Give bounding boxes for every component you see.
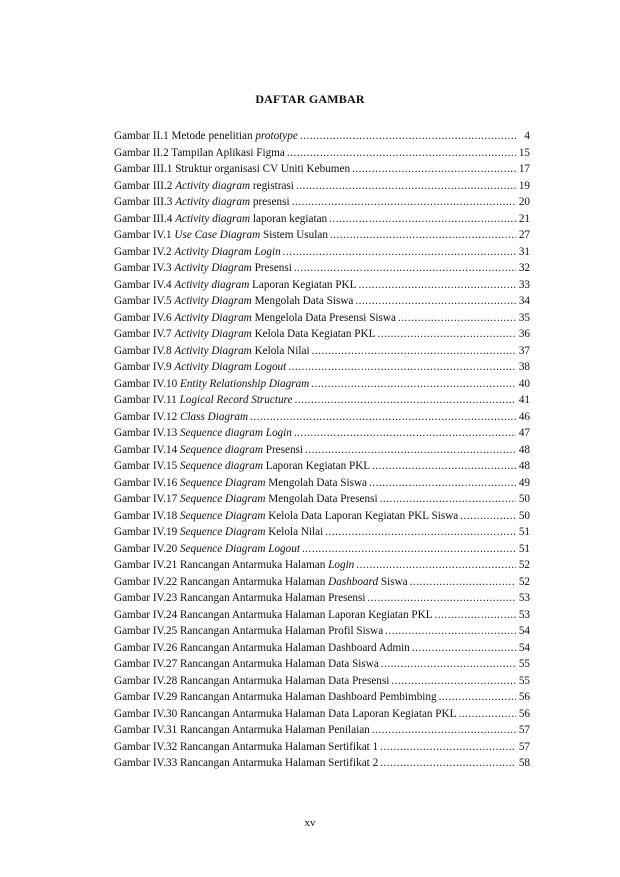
page-ref: 50 bbox=[518, 493, 530, 505]
figure-caption bbox=[114, 590, 365, 607]
leader-dots bbox=[391, 673, 516, 690]
caption-part: Kelola Nilai bbox=[251, 344, 310, 357]
leader-dots bbox=[372, 722, 516, 739]
page-ref: 56 bbox=[518, 691, 530, 703]
caption-italic-part: Sequence diagram bbox=[179, 460, 263, 472]
caption-italic-part: Activity diagram bbox=[175, 212, 251, 225]
list-item[interactable] bbox=[114, 128, 530, 145]
figure-caption bbox=[114, 458, 370, 475]
caption-part: Gambar IV.18 bbox=[114, 509, 180, 522]
caption-part: Mengolah Data Siswa bbox=[251, 295, 354, 307]
list-item[interactable] bbox=[114, 557, 530, 574]
figure-caption bbox=[114, 706, 456, 723]
leader-dots bbox=[300, 128, 516, 145]
figure-caption bbox=[114, 574, 408, 591]
figure-caption bbox=[114, 277, 356, 294]
list-item[interactable] bbox=[114, 343, 530, 360]
caption-part: Gambar IV.7 bbox=[114, 328, 175, 340]
leader-dots bbox=[458, 706, 516, 723]
leader-dots bbox=[377, 326, 516, 343]
page-ref: 35 bbox=[518, 311, 530, 324]
figure-caption bbox=[114, 409, 248, 426]
caption-part: Gambar IV.20 bbox=[114, 542, 180, 555]
page-ref: 52 bbox=[518, 575, 530, 588]
page-ref: 55 bbox=[518, 658, 530, 670]
caption-part: Kelola Nilai bbox=[265, 526, 324, 538]
list-item[interactable] bbox=[114, 508, 530, 525]
list-item[interactable] bbox=[114, 277, 530, 294]
page-ref: 56 bbox=[518, 707, 530, 720]
caption-part: Gambar IV.21 Rancangan Antarmuka Halaman bbox=[114, 559, 329, 571]
page-ref: 19 bbox=[518, 179, 530, 192]
caption-part: Gambar IV.14 bbox=[114, 443, 180, 456]
list-item[interactable] bbox=[114, 706, 530, 723]
caption-part: Gambar III.3 bbox=[114, 196, 176, 208]
leader-dots bbox=[287, 145, 516, 162]
figure-caption bbox=[114, 722, 370, 739]
caption-italic-part: Activity Diagram Logout bbox=[174, 361, 287, 373]
leader-dots bbox=[380, 755, 516, 772]
caption-part: Gambar II.2 Tampilan Aplikasi Figma bbox=[114, 146, 285, 159]
page-ref: 38 bbox=[518, 361, 530, 373]
figure-caption bbox=[114, 673, 389, 690]
leader-dots bbox=[294, 392, 516, 409]
caption-part: Siswa bbox=[378, 575, 408, 588]
leader-dots bbox=[305, 442, 516, 459]
list-item[interactable] bbox=[114, 442, 530, 459]
list-item[interactable] bbox=[114, 524, 530, 541]
list-item[interactable] bbox=[114, 673, 530, 690]
list-item[interactable] bbox=[114, 145, 530, 162]
page-ref: 52 bbox=[518, 559, 530, 571]
page-ref: 48 bbox=[518, 460, 530, 472]
leader-dots bbox=[296, 178, 516, 195]
caption-part: Gambar IV.33 Rancangan Antarmuka Halaman Sertifikat 2 bbox=[114, 757, 379, 769]
caption-italic-part: Activity Diagram bbox=[174, 328, 252, 340]
figure-caption bbox=[114, 194, 290, 211]
figure-caption bbox=[114, 392, 292, 409]
page-ref: 20 bbox=[518, 196, 530, 208]
figure-caption bbox=[114, 739, 378, 756]
list-item[interactable] bbox=[114, 475, 530, 492]
caption-part: Gambar IV.8 bbox=[114, 344, 175, 357]
list-item[interactable] bbox=[114, 161, 530, 178]
leader-dots bbox=[288, 359, 516, 376]
page-ref: 37 bbox=[518, 344, 530, 357]
caption-part: Mengolah Data Presensi bbox=[265, 493, 378, 505]
leader-dots bbox=[330, 227, 516, 244]
figure-caption bbox=[114, 623, 383, 640]
figure-caption bbox=[114, 640, 410, 657]
caption-part: Gambar IV.15 bbox=[114, 460, 180, 472]
leader-dots bbox=[358, 277, 516, 294]
page-ref: 33 bbox=[518, 278, 530, 291]
leader-dots bbox=[302, 541, 516, 558]
figure-caption bbox=[114, 260, 292, 277]
leader-dots bbox=[435, 607, 516, 624]
page-ref: 46 bbox=[518, 410, 530, 423]
leader-dots bbox=[381, 656, 516, 673]
caption-part: Gambar IV.10 bbox=[114, 377, 180, 390]
caption-italic-part: Sequence Diagram bbox=[179, 476, 266, 489]
list-item[interactable] bbox=[114, 359, 530, 376]
leader-dots bbox=[410, 574, 516, 591]
page-ref: 51 bbox=[518, 542, 530, 555]
leader-dots bbox=[380, 491, 516, 508]
list-item[interactable] bbox=[114, 656, 530, 673]
caption-italic-part: prototype bbox=[255, 130, 298, 142]
caption-part: Gambar IV.2 bbox=[114, 245, 175, 258]
caption-part: Gambar IV.3 bbox=[114, 262, 175, 274]
caption-part: Gambar IV.6 bbox=[114, 311, 175, 324]
page-ref: 36 bbox=[518, 328, 530, 340]
page-ref: 32 bbox=[518, 262, 530, 274]
caption-part: Gambar IV.19 bbox=[114, 526, 180, 538]
caption-italic-part: Activity Diagram bbox=[174, 295, 252, 307]
page-ref: 31 bbox=[518, 245, 530, 258]
list-item[interactable] bbox=[114, 590, 530, 607]
caption-part: Gambar III.4 bbox=[114, 212, 176, 225]
caption-part: Gambar IV.11 bbox=[114, 394, 180, 406]
figure-caption bbox=[114, 442, 303, 459]
page-ref: 17 bbox=[518, 163, 530, 175]
caption-italic-part: Activity diagram bbox=[175, 179, 251, 192]
page-ref: 54 bbox=[518, 641, 530, 654]
page-ref: 15 bbox=[518, 146, 530, 159]
caption-italic-part: Sequence diagram bbox=[179, 443, 263, 456]
caption-italic-part: Logical Record Structure bbox=[179, 394, 293, 406]
page-ref: 21 bbox=[518, 212, 530, 225]
figure-caption bbox=[114, 244, 281, 261]
leader-dots bbox=[369, 475, 516, 492]
caption-part: Gambar IV.22 Rancangan Antarmuka Halaman bbox=[114, 575, 329, 588]
page-number: xv bbox=[304, 817, 316, 829]
leader-dots bbox=[283, 244, 516, 261]
figure-caption bbox=[114, 227, 328, 244]
caption-italic-part: Activity Diagram bbox=[174, 262, 252, 274]
caption-part: Laporan Kegiatan PKL bbox=[262, 460, 371, 472]
caption-part: Presensi bbox=[251, 262, 292, 274]
caption-italic-part: Sequence Diagram bbox=[179, 493, 266, 505]
caption-part: laporan kegiatan bbox=[250, 212, 328, 225]
caption-part: Mengolah Data Siswa bbox=[265, 476, 368, 489]
list-item[interactable] bbox=[114, 293, 530, 310]
list-item[interactable] bbox=[114, 689, 530, 706]
page-ref: 48 bbox=[518, 443, 530, 456]
caption-part: Gambar IV.9 bbox=[114, 361, 175, 373]
page-ref: 34 bbox=[518, 295, 530, 307]
caption-part: Gambar II.1 Metode penelitian bbox=[114, 130, 256, 142]
caption-part: Gambar IV.28 Rancangan Antarmuka Halaman Data Presensi bbox=[114, 674, 390, 687]
list-item[interactable] bbox=[114, 607, 530, 624]
caption-part: Gambar IV.12 bbox=[114, 410, 180, 423]
page-ref: 47 bbox=[518, 427, 530, 439]
page-ref: 57 bbox=[518, 724, 530, 736]
caption-part: Presensi bbox=[262, 443, 304, 456]
list-item[interactable] bbox=[114, 640, 530, 657]
caption-part: Sistem Usulan bbox=[260, 229, 328, 241]
page-ref: 41 bbox=[518, 394, 530, 406]
caption-italic-part: Sequence Diagram Logout bbox=[179, 542, 300, 555]
caption-part: Kelola Data Kegiatan PKL bbox=[251, 328, 376, 340]
caption-part: Gambar IV.1 bbox=[114, 229, 175, 241]
caption-part: Gambar IV.25 Rancangan Antarmuka Halaman Profil Siswa bbox=[114, 625, 384, 637]
page-ref: 53 bbox=[518, 608, 530, 621]
caption-part: Gambar IV.13 bbox=[114, 427, 180, 439]
figure-caption bbox=[114, 359, 286, 376]
figure-caption bbox=[114, 475, 367, 492]
figure-caption bbox=[114, 211, 327, 228]
page-ref: 50 bbox=[518, 509, 530, 522]
caption-italic-part: Entity Relationship Diagram bbox=[179, 377, 310, 390]
caption-part: Gambar IV.23 Rancangan Antarmuka Halaman Presensi bbox=[114, 592, 366, 604]
caption-italic-part: Login bbox=[328, 559, 355, 571]
caption-italic-part: Activity diagram bbox=[174, 278, 250, 291]
list-item[interactable] bbox=[114, 376, 530, 393]
page-ref: 57 bbox=[518, 740, 530, 753]
figure-caption bbox=[114, 656, 379, 673]
leader-dots bbox=[460, 508, 516, 525]
caption-part: Gambar III.1 Struktur organisasi CV Uniti Kebumen bbox=[114, 163, 351, 175]
figure-caption bbox=[114, 145, 285, 162]
caption-part: Gambar IV.16 bbox=[114, 476, 180, 489]
list-item[interactable] bbox=[114, 458, 530, 475]
figure-caption bbox=[114, 557, 354, 574]
caption-italic-part: Activity Diagram bbox=[174, 344, 252, 357]
figure-caption bbox=[114, 755, 378, 772]
list-item[interactable] bbox=[114, 392, 530, 409]
list-item[interactable] bbox=[114, 491, 530, 508]
figure-caption bbox=[114, 343, 310, 360]
leader-dots bbox=[329, 211, 516, 228]
caption-italic-part: Sequence Diagram bbox=[179, 509, 266, 522]
list-item[interactable] bbox=[114, 244, 530, 261]
page-title: DAFTAR GAMBAR bbox=[255, 92, 365, 106]
list-item[interactable] bbox=[114, 623, 530, 640]
caption-part: Gambar IV.4 bbox=[114, 278, 175, 291]
list-item[interactable] bbox=[114, 211, 530, 228]
figure-caption bbox=[114, 376, 309, 393]
caption-part: Gambar III.2 bbox=[114, 179, 176, 192]
page-ref: 40 bbox=[518, 377, 530, 390]
list-item[interactable] bbox=[114, 739, 530, 756]
page-ref: 27 bbox=[518, 229, 530, 241]
figure-caption bbox=[114, 178, 294, 195]
figure-caption bbox=[114, 508, 458, 525]
leader-dots bbox=[294, 425, 516, 442]
leader-dots bbox=[311, 376, 516, 393]
caption-italic-part: Use Case Diagram bbox=[174, 229, 261, 241]
list-item[interactable] bbox=[114, 310, 530, 327]
caption-part: Gambar IV.30 Rancangan Antarmuka Halaman Data Laporan Kegiatan PKL bbox=[114, 707, 457, 720]
list-item[interactable] bbox=[114, 755, 530, 772]
leader-dots bbox=[372, 458, 516, 475]
figure-caption bbox=[114, 425, 292, 442]
list-item[interactable] bbox=[114, 260, 530, 277]
leader-dots bbox=[356, 557, 516, 574]
caption-italic-part: Sequence diagram Login bbox=[179, 427, 292, 439]
leader-dots bbox=[294, 260, 516, 277]
caption-italic-part: Activity diagram bbox=[175, 196, 251, 208]
caption-part: Gambar IV.32 Rancangan Antarmuka Halaman Sertifikat 1 bbox=[114, 740, 379, 753]
caption-part: registrasi bbox=[250, 179, 294, 192]
leader-dots bbox=[292, 194, 516, 211]
list-item[interactable] bbox=[114, 227, 530, 244]
leader-dots bbox=[325, 524, 516, 541]
caption-italic-part: Class Diagram bbox=[179, 410, 249, 423]
leader-dots bbox=[250, 409, 516, 426]
leader-dots bbox=[352, 161, 516, 178]
page-ref: 4 bbox=[524, 130, 530, 142]
figure-caption bbox=[114, 161, 350, 178]
caption-part: Gambar IV.29 Rancangan Antarmuka Halaman Dashboard Pembimbing bbox=[114, 691, 437, 703]
list-item[interactable] bbox=[114, 574, 530, 591]
leader-dots bbox=[380, 739, 516, 756]
list-item[interactable] bbox=[114, 178, 530, 195]
figure-caption bbox=[114, 310, 396, 327]
leader-dots bbox=[312, 343, 516, 360]
figure-caption bbox=[114, 524, 323, 541]
figure-caption bbox=[114, 128, 298, 145]
caption-italic-part: Activity Diagram bbox=[174, 311, 252, 324]
page-ref: 51 bbox=[518, 526, 530, 538]
figure-caption bbox=[114, 293, 353, 310]
leader-dots bbox=[398, 310, 516, 327]
list-item[interactable] bbox=[114, 326, 530, 343]
page-ref: 54 bbox=[518, 625, 530, 637]
caption-part: Kelola Data Laporan Kegiatan PKL Siswa bbox=[265, 509, 459, 522]
caption-part: Gambar IV.26 Rancangan Antarmuka Halaman Dashboard Admin bbox=[114, 641, 410, 654]
caption-part: Gambar IV.31 Rancangan Antarmuka Halaman Penilaian bbox=[114, 724, 370, 736]
list-item[interactable] bbox=[114, 722, 530, 739]
figure-caption bbox=[114, 689, 437, 706]
leader-dots bbox=[355, 293, 516, 310]
caption-part: Mengelola Data Presensi Siswa bbox=[251, 311, 396, 324]
figure-caption bbox=[114, 607, 433, 624]
page-ref: 58 bbox=[518, 757, 530, 769]
caption-italic-part: Activity Diagram Login bbox=[174, 245, 281, 258]
list-item[interactable] bbox=[114, 541, 530, 558]
caption-italic-part: Dashboard bbox=[328, 575, 379, 588]
leader-dots bbox=[385, 623, 516, 640]
figure-list bbox=[114, 128, 530, 772]
figure-caption bbox=[114, 541, 300, 558]
caption-part: Laporan Kegiatan PKL bbox=[249, 278, 357, 291]
caption-part: presensi bbox=[250, 196, 290, 208]
figure-caption bbox=[114, 326, 375, 343]
page-ref: 49 bbox=[518, 476, 530, 489]
list-item[interactable] bbox=[114, 194, 530, 211]
page-ref: 55 bbox=[518, 674, 530, 687]
figure-caption bbox=[114, 491, 378, 508]
list-item[interactable] bbox=[114, 409, 530, 426]
leader-dots bbox=[412, 640, 516, 657]
page-ref: 53 bbox=[518, 592, 530, 604]
caption-part: Gambar IV.27 Rancangan Antarmuka Halaman Data Siswa bbox=[114, 658, 379, 670]
leader-dots bbox=[367, 590, 516, 607]
caption-part: Gambar IV.17 bbox=[114, 493, 180, 505]
caption-part: Gambar IV.5 bbox=[114, 295, 175, 307]
list-item[interactable] bbox=[114, 425, 530, 442]
caption-italic-part: Sequence Diagram bbox=[179, 526, 266, 538]
leader-dots bbox=[439, 689, 516, 706]
caption-part: Gambar IV.24 Rancangan Antarmuka Halaman Laporan Kegiatan PKL bbox=[114, 608, 433, 621]
